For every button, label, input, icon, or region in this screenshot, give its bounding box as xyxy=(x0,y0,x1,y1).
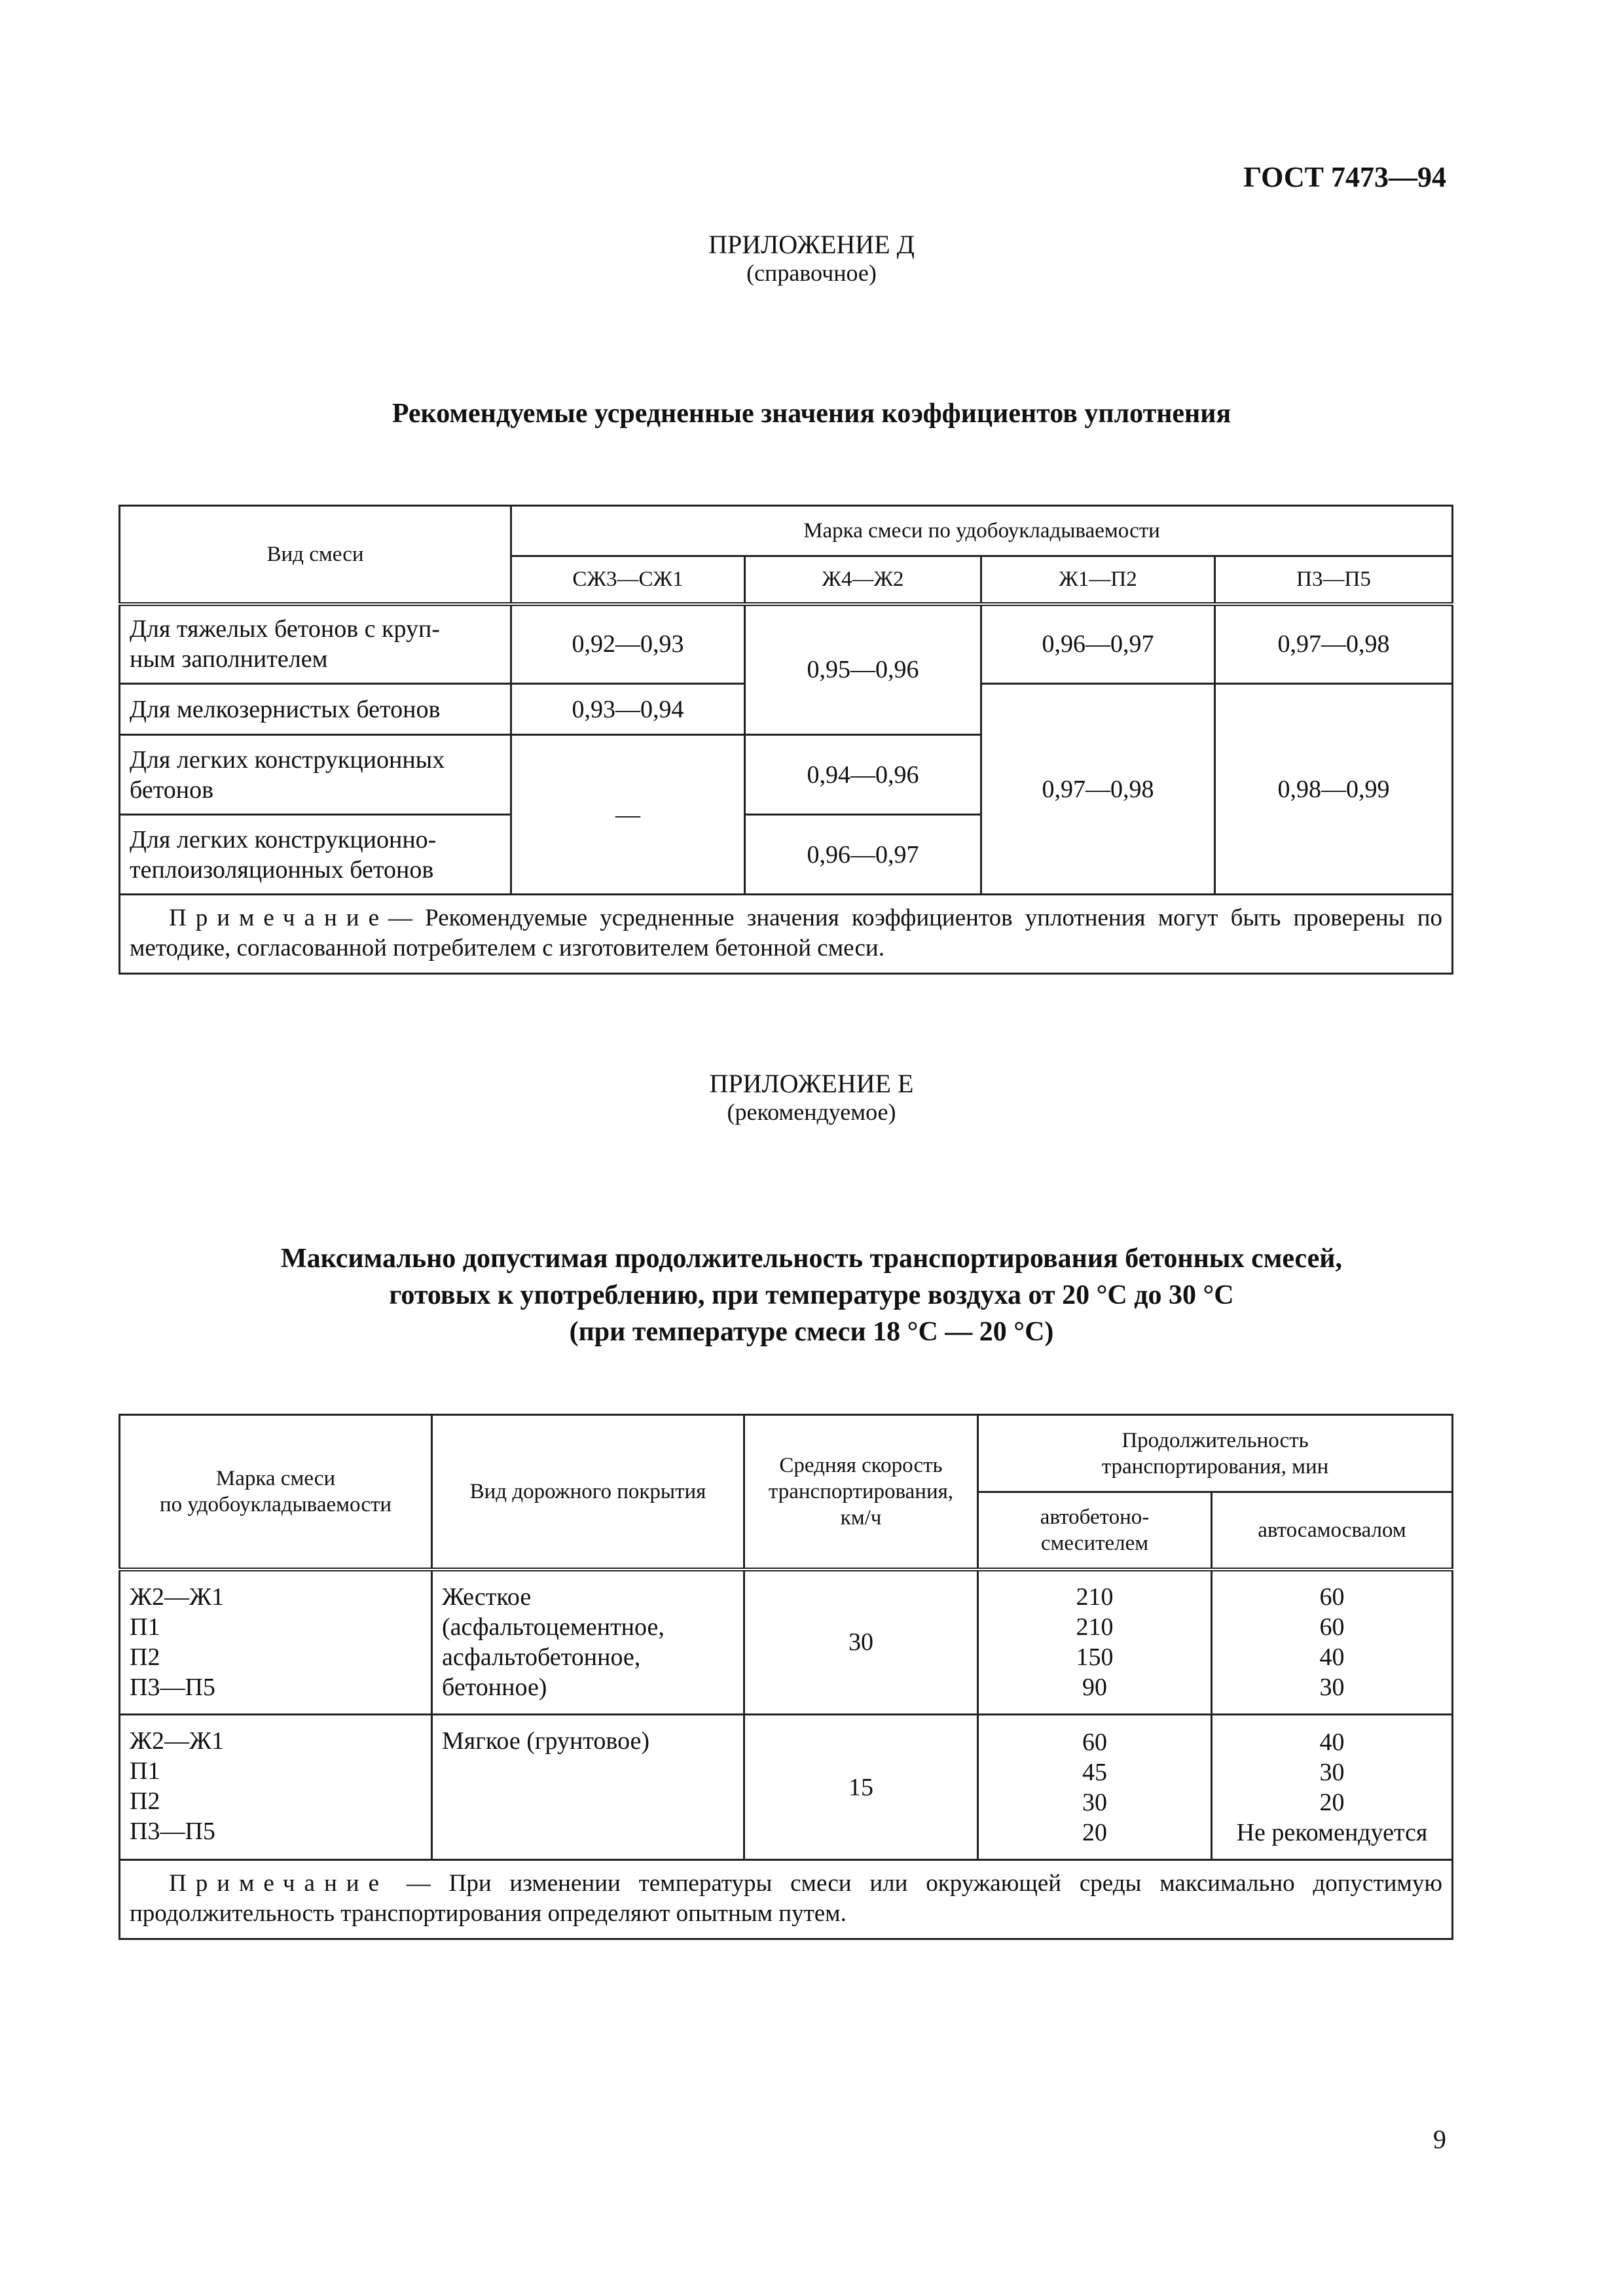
road-type: Жесткое (асфальтоцементное, асфальтобетонное, бетонное) xyxy=(432,1570,744,1715)
table-note xyxy=(120,1860,1453,1939)
grade-list: Ж2—Ж1 П1 П2 П3—П5 xyxy=(120,1715,432,1860)
col-grade: СЖ3—СЖ1 xyxy=(511,556,745,604)
appendix-d-title: ПРИЛОЖЕНИЕ Д xyxy=(708,230,915,259)
page-number: 9 xyxy=(1433,2125,1446,2154)
col-mixer: автобетоно- смесителем xyxy=(978,1492,1212,1570)
road-type: Мягкое (грунтовое) xyxy=(432,1715,744,1860)
table-cell: 0,95—0,96 xyxy=(745,604,981,735)
appendix-e-status: (рекомендуемое) xyxy=(727,1099,896,1125)
col-grade: Марка смеси по удобоукладываемости xyxy=(120,1415,432,1570)
col-mix-kind: Вид смеси xyxy=(120,506,511,604)
table-cell: — xyxy=(511,735,745,895)
col-dump-truck: автосамосвалом xyxy=(1212,1492,1453,1570)
appendix-e-heading-line: (при температуре смеси 18 °С — 20 °С) xyxy=(569,1317,1054,1347)
col-duration: Продолжительность транспортирования, мин xyxy=(978,1415,1453,1492)
transport-table xyxy=(119,1414,1453,1940)
table-cell: 0,97—0,98 xyxy=(1215,604,1453,684)
table-cell: 0,96—0,97 xyxy=(981,604,1215,684)
appendix-d-status: (справочное) xyxy=(746,260,877,286)
row-label: Для тяжелых бетонов с круп- ным заполнителем xyxy=(120,604,511,684)
dump-values: 40 30 20 Не рекомендуется xyxy=(1212,1715,1453,1860)
appendix-e-heading-line: готовых к употреблению, при температуре воздуха от 20 °С до 30 °С xyxy=(389,1280,1234,1310)
note-label: Примечание xyxy=(169,905,388,931)
note-text: — Рекомендуемые усредненные значения коэффициентов уплотнения могут быть проверены по методике, согласованной потребителем с изготовителем бетонной смеси. xyxy=(130,905,1442,961)
compaction-table xyxy=(119,505,1453,975)
mixer-values: 210 210 150 90 xyxy=(978,1570,1212,1715)
row-label: Для легких конструкционных бетонов xyxy=(120,735,511,815)
row-label: Для легких конструкционно- теплоизоляционных бетонов xyxy=(120,815,511,895)
col-road-type: Вид дорожного покрытия xyxy=(432,1415,744,1570)
grade-list: Ж2—Ж1 П1 П2 П3—П5 xyxy=(120,1570,432,1715)
table-cell: 0,97—0,98 xyxy=(981,684,1215,895)
table-cell: 0,96—0,97 xyxy=(745,815,981,895)
col-grade-group: Марка смеси по удобоукладываемости xyxy=(511,506,1453,556)
note-text: — При изменении температуры смеси или окружающей среды максимально допустимую продолжительность транспортирования определяют опытным путем. xyxy=(130,1870,1442,1927)
table-cell: 0,94—0,96 xyxy=(745,735,981,815)
table-cell: 0,98—0,99 xyxy=(1215,684,1453,895)
col-grade: П3—П5 xyxy=(1215,556,1453,604)
table-cell: 0,92—0,93 xyxy=(511,604,745,684)
col-grade: Ж4—Ж2 xyxy=(745,556,981,604)
col-grade: Ж1—П2 xyxy=(981,556,1215,604)
document-id: ГОСТ 7473—94 xyxy=(1243,161,1446,193)
speed-value: 30 xyxy=(744,1570,978,1715)
row-label: Для мелкозернистых бетонов xyxy=(120,684,511,735)
mixer-values: 60 45 30 20 xyxy=(978,1715,1212,1860)
appendix-e-heading-line: Максимально допустимая продолжительность транспортирования бетонных смесей, xyxy=(281,1244,1342,1274)
note-label: Примечание xyxy=(169,1870,388,1897)
appendix-d-heading: Рекомендуемые усредненные значения коэффициентов уплотнения xyxy=(392,399,1231,429)
speed-value: 15 xyxy=(744,1715,978,1860)
appendix-e-title: ПРИЛОЖЕНИЕ Е xyxy=(709,1069,914,1098)
dump-values: 60 60 40 30 xyxy=(1212,1570,1453,1715)
table-cell: 0,93—0,94 xyxy=(511,684,745,735)
table-note xyxy=(120,895,1453,974)
col-speed: Средняя скорость транспортирования, км/ч xyxy=(744,1415,978,1570)
